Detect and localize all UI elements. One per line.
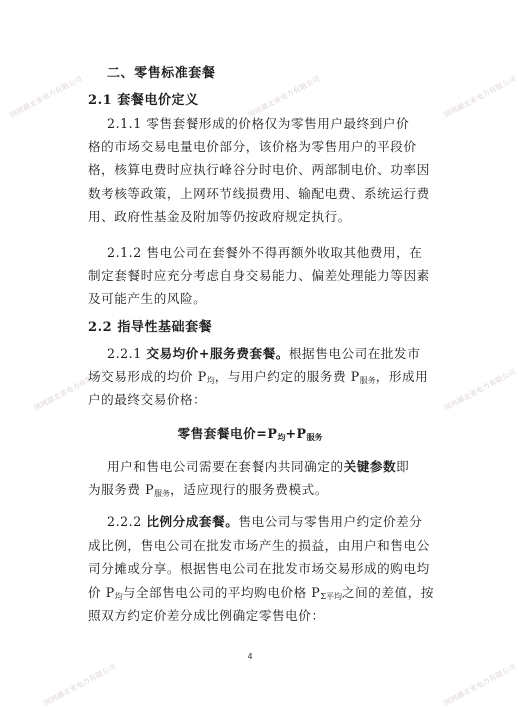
watermark: 国网湖北省电力有限公司 <box>442 367 518 413</box>
watermark: 国网湖北省电力有限公司 <box>442 74 518 120</box>
watermark: 国网湖北省电力有限公司 <box>32 367 108 413</box>
clause-text: 售电公司与零售用户约定价差分 <box>238 514 423 529</box>
key-parameter: 关键参数 <box>343 459 397 474</box>
text: 之间的差值，按 <box>341 585 434 600</box>
text: 为服务费 P <box>88 482 155 497</box>
formula-text: 零售套餐电价=P <box>177 426 278 441</box>
paragraph-line <box>88 585 432 605</box>
text: 即 <box>396 459 410 474</box>
paragraph-line: 户的最终交易价格： <box>88 392 207 407</box>
text: ，形成用 <box>375 369 429 384</box>
watermark: 国网湖北省电力有限公司 <box>246 74 322 120</box>
watermark: 国网湖北省电力有限公司 <box>8 74 84 120</box>
text: 与全部售电公司的平均购电价格 P <box>122 585 321 600</box>
text: ，与用户约定的服务费 P <box>214 369 360 384</box>
paragraph-line <box>88 482 432 502</box>
paragraph-line: 成比例，售电公司在批发市场产生的损益，由用户和售电公 <box>88 538 430 553</box>
clause-number: 2.2.2 <box>107 514 142 529</box>
formula-plus: +P <box>285 426 307 441</box>
paragraph-line: 用、政府性基金及附加等仍按政府规定执行。 <box>88 209 351 224</box>
paragraph-line: 司分摊或分享。根据售电公司在批发市场交易形成的购电均 <box>88 561 430 576</box>
paragraph-line: 及可能产生的风险。 <box>88 291 207 306</box>
subscript: 均 <box>114 592 123 601</box>
watermark: 国网湖北省电力有限公司 <box>42 662 118 708</box>
paragraph-line: 制定套餐时应充分考虑自身交易能力、偏差处理能力等因素 <box>88 268 430 283</box>
watermark: 国网湖北省电力有限公司 <box>442 662 518 708</box>
subscript: 服务 <box>359 376 376 385</box>
paragraph-line <box>107 346 432 362</box>
paragraph-line <box>107 459 432 475</box>
paragraph-line: 格的市场交易电量电价部分，该价格为零售用户的平段价 <box>88 139 417 154</box>
text: ，适应现行的服务费模式。 <box>170 482 328 497</box>
formula <box>0 426 500 445</box>
subscript: 服务 <box>306 432 323 442</box>
text: 场交易形成的均价 P <box>88 369 207 384</box>
paragraph-line: 格，核算电费时应执行峰谷分时电价、两部制电价、功率因 <box>88 162 430 177</box>
subscript: Σ平均 <box>320 592 342 601</box>
subscript: 服务 <box>154 489 171 498</box>
paragraph-line: 数考核等政策，上网环节线损费用、输配电费、系统运行费 <box>88 186 430 201</box>
subscript: 均 <box>277 432 286 442</box>
heading-2-1: 2.1 套餐电价定义 <box>88 93 199 108</box>
clause-title: 比例分成套餐。 <box>146 514 239 529</box>
paragraph-line: 2.1.2 售电公司在套餐外不得再额外收取其他费用，在 <box>107 245 423 260</box>
text: 用户和售电公司需要在套餐内共同确定的 <box>107 459 344 474</box>
clause-number: 2.2.1 <box>107 346 142 361</box>
clause-title: 交易均价+服务费套餐。 <box>146 346 289 361</box>
text: 价 P <box>88 585 115 600</box>
subscript: 均 <box>206 376 215 385</box>
heading-2-2: 2.2 指导性基础套餐 <box>88 320 213 335</box>
paragraph-line <box>107 514 432 530</box>
paragraph-line: 2.1.1 零售套餐形成的价格仅为零售用户最终到户价 <box>107 116 410 131</box>
page-number: 4 <box>247 652 253 661</box>
clause-text: 根据售电公司在批发市 <box>288 346 421 361</box>
paragraph-line: 照双方约定价差分成比例确定零售电价： <box>88 608 325 623</box>
section-title: 二、零售标准套餐 <box>107 66 216 81</box>
paragraph-line <box>88 369 432 389</box>
